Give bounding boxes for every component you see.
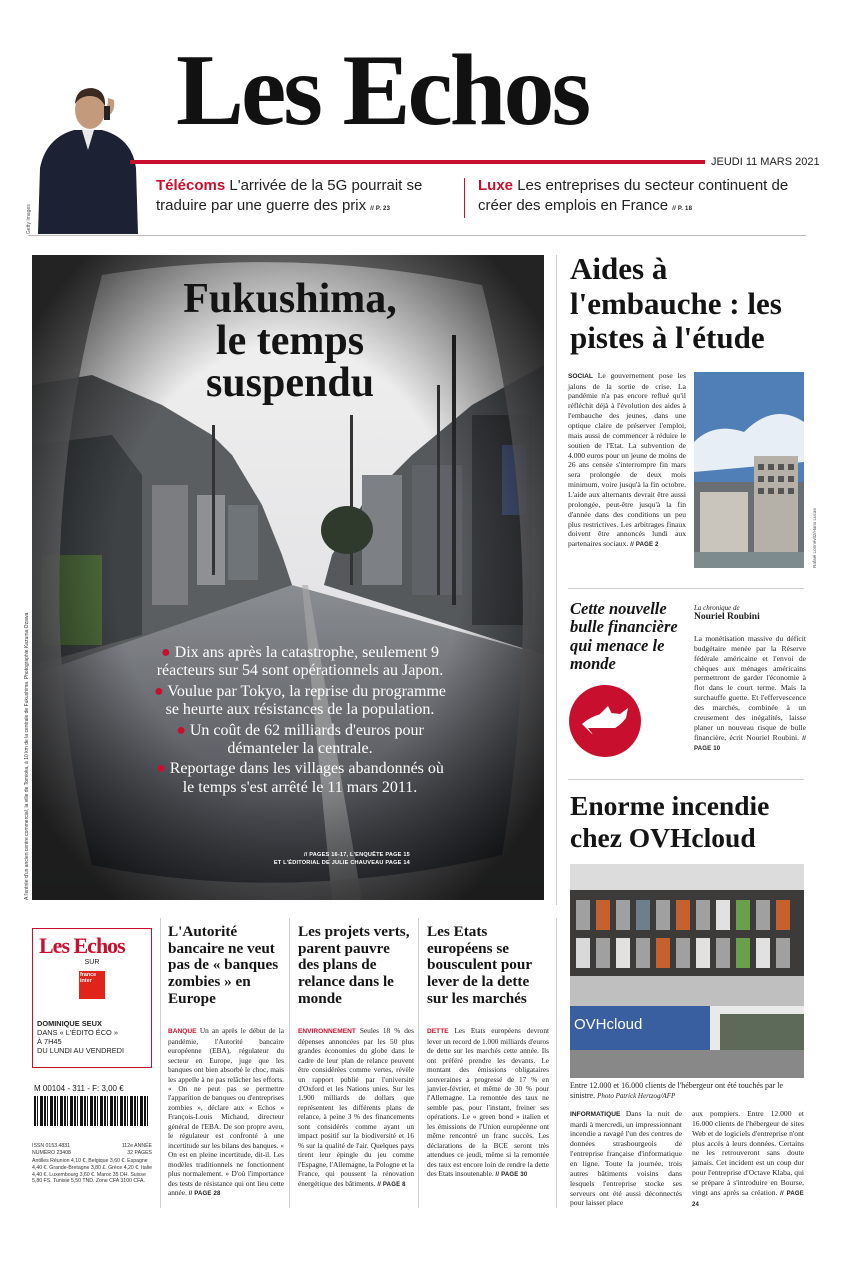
masthead-date: JEUDI 11 MARS 2021 xyxy=(711,156,820,168)
lead-bullets xyxy=(150,644,450,797)
teaser-text: L'arrivée de la 5G pourrait se traduire par une guerre des prix xyxy=(156,177,423,215)
article-title: Les Etats européens se bousculent pour lever de la dette sur les marchés xyxy=(427,923,532,1007)
aides-photo-credit: Rafael Lonnevitz/Hans Lucas xyxy=(812,508,817,568)
teaser-luxe[interactable] xyxy=(478,176,798,217)
aides-title[interactable]: Aides à l'embauche : les pistes à l'étude xyxy=(570,251,782,356)
ovh-title[interactable]: Enorme incendie chez OVHcloud xyxy=(570,790,770,854)
aides-photo[interactable] xyxy=(694,372,804,568)
article-dette[interactable] xyxy=(427,924,549,1180)
article-environnement[interactable] xyxy=(298,924,414,1190)
teaser-kicker: Luxe xyxy=(478,177,514,194)
promo-text: DOMINIQUE SEUX DANS « L'ÉDITO ÉCO » À 7H45 DU LUNDI AU VENDREDI xyxy=(37,1019,125,1056)
teaser-kicker: Télécoms xyxy=(156,177,226,194)
bullet-dot-icon: ● xyxy=(160,644,171,661)
article-title: L'Autorité bancaire ne veut pas de « banques zombies » en Europe xyxy=(168,923,279,1007)
ovh-caption: Entre 12.000 et 16.000 clients de l'hébergeur ont été touchés par le sinistre. Photo Patrick Hertzog/AFP xyxy=(570,1081,784,1101)
article-title: Les projets verts, parent pauvre des plans de relance dans le monde xyxy=(298,923,410,1007)
teaser-text: Les entreprises du secteur continuent de créer des emplois en France xyxy=(478,177,789,215)
lead-title-line: le temps xyxy=(215,318,365,364)
ovh-body-col2: aux pompiers. Entre 12.000 et 16.000 clients de l'hébergeur de sites Web et de logiciels d'entreprise n'ont plus accès à leurs données. Certains ne les retrouveront sans doute jamais. Cet incident est un coup dur pour l'entreprise d'Octave Klaba, qui se prépare à s'introduire en Bourse, vingt ans après sa création. // PAGE 24 xyxy=(692,1109,804,1208)
radio-logo: france inter xyxy=(79,971,105,999)
aides-body: SOCIAL Le gouvernement pose les jalons de la sortie de crise. La pandémie n'a pas encore reflué qu'il réfléchit déjà à l'évolution des aides à l'embauche des jeunes, dans une optique claire de préserver l'emploi, mais aussi de commencer à réduire le soutien de l'Etat. La subvention de 4.000 euros pour un jeune de moins de 26 ans censée s'interrompre fin mars sera prolongée de deux mois minimum, voire jusqu'à la fin octobre. L'aide aux alternants devrait être aussi prolongée, peut-être jusqu'à la fin d'année dans des conditions un peu plus restrictives. Les arbitrages finaux doivent être annoncés lundi aux partenaires sociaux. // PAGE 2 xyxy=(568,371,687,549)
chronique-logo xyxy=(568,684,642,758)
bullet-dot-icon: ● xyxy=(153,682,164,700)
article-body: ENVIRONNEMENT Seules 18 % des dépenses annoncées par les 50 plus grandes économies du globe dans le cadre de leur plan de relance peuvent être considérées comme vertes, révèle un rapport publié par l'université d'Oxford et les Nations unies. Sur les 1.900 milliards de dollars que représentent les différents plans de relance, à peine 3 % des financements sont considérés comme ayant un impact positif sur la biodiversité et 16 % sur la qualité de l'air. Quelques pays tirent leur épingle du jeu comme l'Espagne, l'Allemagne, la Pologne et la France, qui poussent la rénovation énergétique des bâtiments. // PAGE 8 xyxy=(298,1026,414,1188)
lead-bullet: ● Voulue par Tokyo, la reprise du programme se heurte aux résistances de la population. xyxy=(153,682,447,719)
chronique-headline[interactable]: Cette nouvelle bulle financière qui menace le monde xyxy=(570,599,678,674)
article-body: BANQUE Un an après le début de la pandémie, l'Autorité bancaire européenne (EBA), régulateur du secteur en Europe, juge que les banques ont bien absorbé le choc, mais les appelle à ne pas relâcher les efforts. « On ne peut pas se permettre l'apparition de banques ou d'entreprises zombies », déclare aux « Echos » François-Louis Michaud, directeur général de l'EBA. De son propre aveu, le régulateur est confronté à une incertitude sur les bilans des banques. « On est en pleine incertitude, dit-il. Les modèles traditionnels ne fonctionnent plus normalement. » D'où l'importance des tests de résistance qui ont lieu cette année. // PAGE 28 xyxy=(168,1026,284,1198)
bullet-dot-icon: ● xyxy=(156,760,166,778)
column-divider xyxy=(556,918,557,1208)
lead-refs[interactable]: // PAGES 16-17, L'ENQUÊTE PAGE 15 ET L'ÉDITORIAL DE JULIE CHAUVEAU PAGE 14 xyxy=(273,852,410,867)
column-divider xyxy=(418,918,419,1208)
ovh-body-col1: INFORMATIQUE Dans la nuit de mardi à mercredi, un impressionnant incendie a ravagé l'un des centres de données strasbourgeois de l'entreprise française d'informatique en ligne. Toute la journée, trois autres bâtiments voisins dans lesquels l'entreprise stocke ses serveurs ont été aussi déconnectés pour laisser place xyxy=(570,1109,682,1208)
bullet-dot-icon: ● xyxy=(176,721,186,739)
teaser-ref: // P. 23 xyxy=(370,206,391,213)
lead-bullet: ● Reportage dans les villages abandonnés où le temps s'est arrêté le 11 mars 2011. xyxy=(156,760,444,796)
barcode xyxy=(34,1096,150,1126)
lead-title-line: suspendu xyxy=(205,360,375,406)
teaser-divider xyxy=(464,178,465,218)
article-body: DETTE Les Etats européens devront lever un record de 1.000 milliards d'euros de dette sur les marchés cette année. Ils ont préféré prendre les devants. Le montant des émissions obligataires souveraines a progressé de 17 % en janvier-février, et même de 30 % pour l'Allemagne. La remontée des taux ne semble pas, pour l'instant, freiner ses opérations. Le « green bond » italien et les émissions de l'Union européenne ont même rencontré un franc succès. Les déclarations de la BCE seront très attendues ce jeudi, même si la remontée des taux est encore loin de rendre la dette des Etats insoutenable. // PAGE 30 xyxy=(427,1026,549,1179)
chronique-byline: La chronique de Nouriel Roubini xyxy=(694,604,760,622)
section-rule xyxy=(568,588,804,589)
column-divider xyxy=(289,918,290,1208)
article-banque[interactable] xyxy=(168,924,284,1199)
right-column-divider xyxy=(556,255,557,905)
lead-title-line: Fukushima, xyxy=(183,276,397,322)
lead-bullet: ● Un coût de 62 milliards d'euros pour démanteler la centrale. xyxy=(176,721,424,757)
promo-logo: Les Echos xyxy=(39,933,125,958)
ovh-photo[interactable] xyxy=(570,864,804,1078)
masthead-photo-credit: Getty Images xyxy=(26,204,32,234)
ovh-sign: OVHcloud xyxy=(574,1016,643,1033)
chronique-body: La monétisation massive du déficit budgétaire menée par la Réserve fédérale américaine et l'envoi de chèques aux ménages américains permettront de garder l'économie à flot dans le court terme. Mais la surchauffe guette. Et l'effervescence des marchés, combinée à un creusement des inégalités, laisse planer un nouveau risque de bulle financière, écrit Nouriel Roubini. // PAGE 10 xyxy=(694,634,806,753)
price-code: M 00104 - 311 - F: 3,00 € xyxy=(34,1084,124,1093)
lead-side-caption: A l'entrée d'un ancien centre commercial, la ville de Tomioka, à 10 km de la centrale de Fukushima. Photographie Kazuma Ozawa xyxy=(24,612,30,900)
section-rule xyxy=(568,779,804,780)
lead-title[interactable] xyxy=(120,278,460,404)
masthead-bottom-rule xyxy=(28,235,806,236)
promo-sur: SUR xyxy=(84,959,100,966)
masthead-red-rule xyxy=(130,160,705,164)
masthead-logo: Les Echos xyxy=(176,34,589,147)
masthead-photo xyxy=(36,78,140,234)
column-divider xyxy=(160,918,161,1208)
teaser-ref: // P. 18 xyxy=(672,206,693,213)
teaser-telecoms[interactable] xyxy=(156,176,452,217)
lead-bullet: ● Dix ans après la catastrophe, seulement 9 réacteurs sur 54 sont opérationnels au Japon. xyxy=(156,644,444,680)
promo-box[interactable] xyxy=(32,928,152,1068)
issue-info: ISSN 0153.4831 112e ANNÉE NUMÉRO 23408 32 PAGES Antilles Réunion 4,10 €. Belgique 3,60 €. Espagne 4,40 €. Grande-Bretagne 3,80 £. Grèce 4,20 €. Italie 4,40 €. Luxembourg 3,60 €. Maroc 35 DH. Suisse 5,80 FS. Tunisie 5,50 TND. Zone CFA 3100 CFA. xyxy=(32,1143,152,1185)
